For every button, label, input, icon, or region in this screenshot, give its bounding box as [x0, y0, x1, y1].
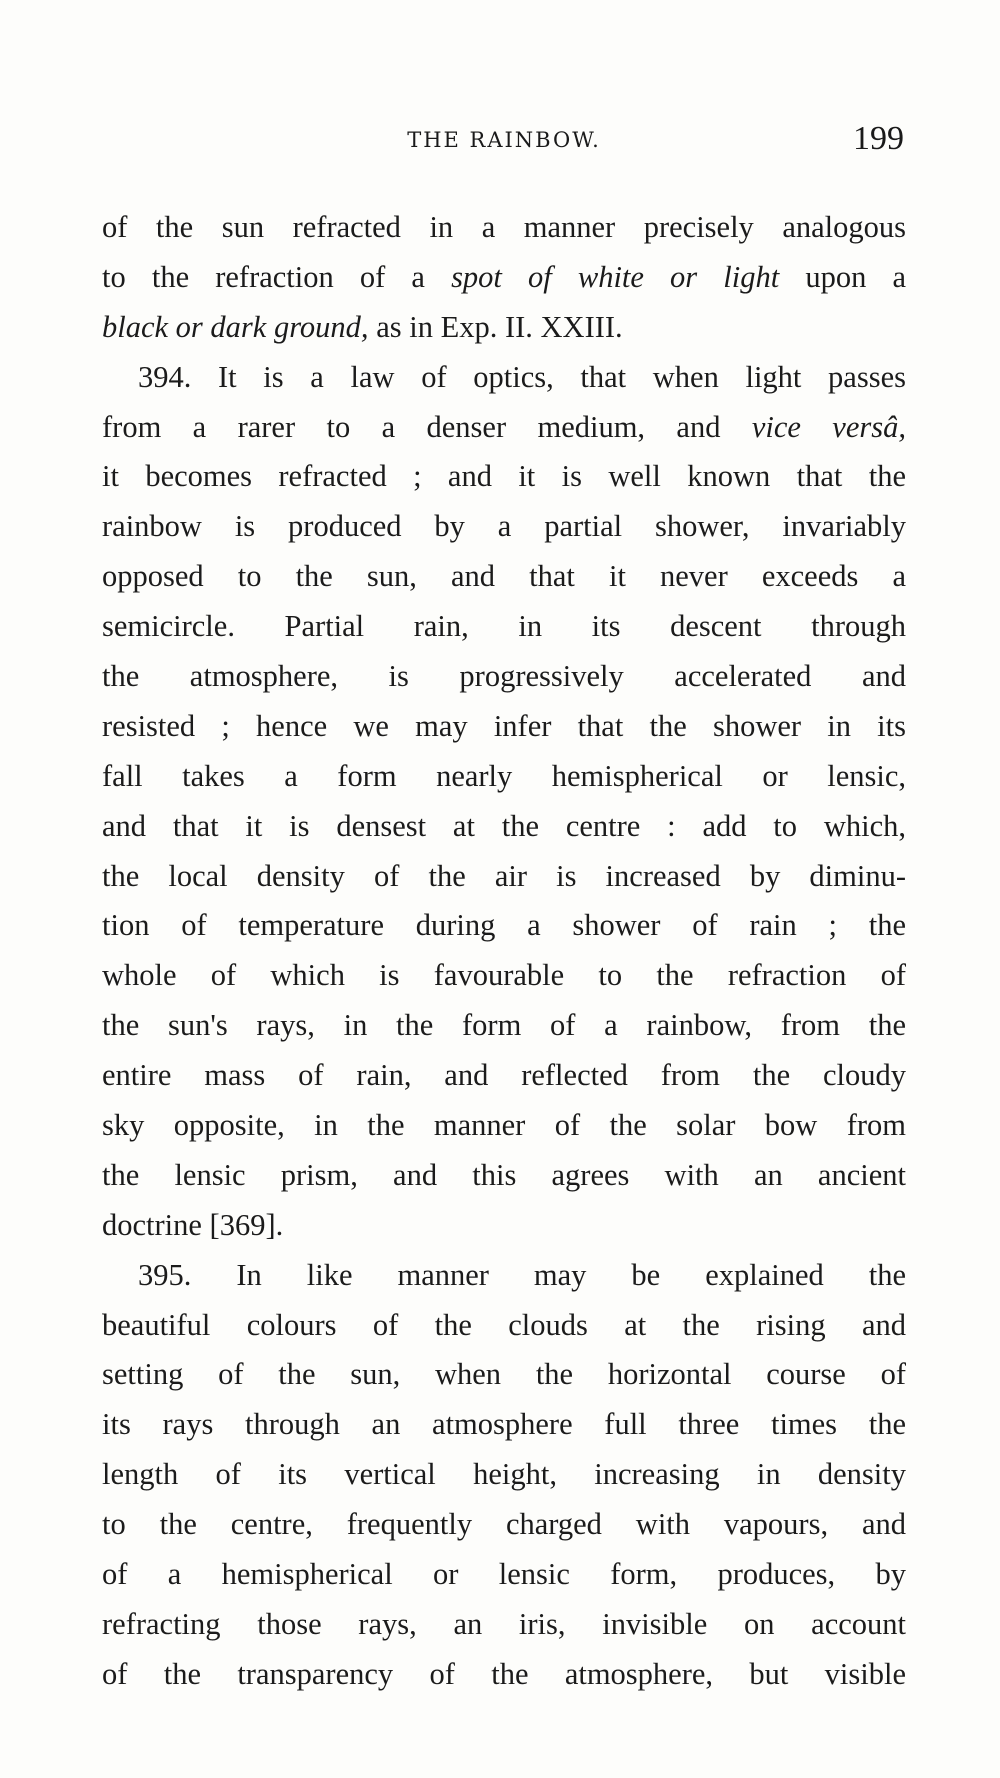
running-head: THE RAINBOW. — [407, 128, 601, 152]
text-line: opposed to the sun, and that it never exceeds a — [102, 559, 906, 594]
text-line: tion of temperature during a shower of rain ; the — [102, 908, 906, 943]
text-line: fall takes a form nearly hemispherical or lensic, — [102, 758, 906, 793]
text-line: rainbow is produced by a partial shower, invariably — [102, 509, 906, 544]
text-line: 395. In like manner may be explained the — [138, 1257, 906, 1292]
text-segment: upon a — [779, 259, 906, 294]
text-segment: as in Exp. II. XXIII. — [368, 309, 623, 344]
text-line: the atmosphere, is progressively accelerated and — [102, 659, 906, 694]
text-line: refracting those rays, an iris, invisible on account — [102, 1606, 906, 1641]
text-line: sky opposite, in the manner of the solar bow from — [102, 1108, 906, 1143]
text-line: of the sun refracted in a manner precisely analogous — [102, 210, 906, 244]
text-line: of a hemispherical or lensic form, produces, by — [102, 1557, 906, 1592]
italic-phrase: spot of white or light — [451, 259, 780, 294]
text-line: the local density of the air is increased by diminu- — [102, 858, 906, 893]
text-line: whole of which is favourable to the refraction of — [102, 958, 906, 993]
text-line — [102, 303, 906, 353]
text-line — [102, 403, 906, 453]
text-segment: to the refraction of a — [102, 259, 452, 294]
body-text — [102, 203, 906, 1700]
text-line: the sun's rays, in the form of a rainbow, from the — [102, 1008, 906, 1043]
page-header — [104, 120, 904, 170]
text-line: to the centre, frequently charged with vapours, and — [102, 1507, 906, 1542]
italic-phrase: vice versâ, — [751, 409, 906, 444]
text-line: setting of the sun, when the horizontal course of — [102, 1357, 906, 1392]
page-number: 199 — [853, 120, 904, 157]
text-line: resisted ; hence we may infer that the shower in its — [102, 708, 906, 743]
text-line: length of its vertical height, increasing in density — [102, 1457, 906, 1492]
text-line: beautiful colours of the clouds at the rising and — [102, 1307, 906, 1342]
italic-phrase: black or dark ground, — [102, 309, 369, 344]
text-line: of the transparency of the atmosphere, but visible — [102, 1656, 906, 1691]
text-segment: from a rarer to a denser medium, and — [102, 409, 752, 444]
text-line: the lensic prism, and this agrees with an ancient — [102, 1157, 906, 1192]
text-line: semicircle. Partial rain, in its descent through — [102, 609, 906, 644]
text-line: entire mass of rain, and reflected from the cloudy — [102, 1058, 906, 1093]
text-line: it becomes refracted ; and it is well known that the — [102, 459, 906, 494]
text-line: 394. It is a law of optics, that when light passes — [138, 359, 906, 394]
text-line — [102, 253, 906, 303]
text-line: and that it is densest at the centre : add to which, — [102, 808, 906, 843]
text-line: its rays through an atmosphere full three times the — [102, 1407, 906, 1442]
text-line: doctrine [369]. — [102, 1207, 284, 1242]
